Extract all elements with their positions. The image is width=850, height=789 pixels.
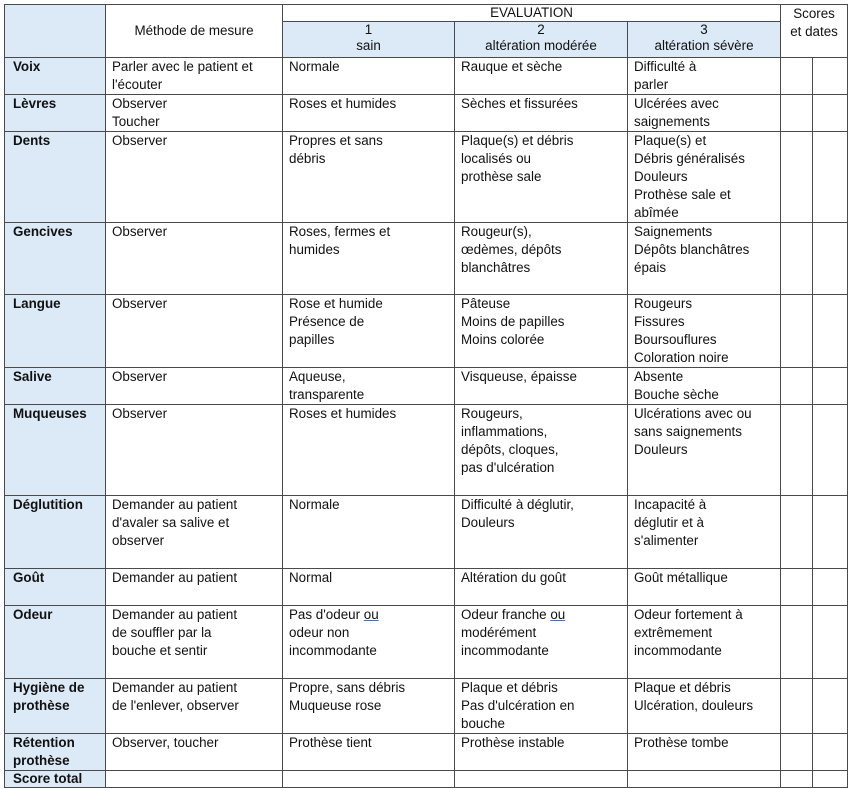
level-1-cell: Roses et humides	[283, 405, 455, 496]
level-2-header	[455, 22, 628, 58]
row-label: Lèvres	[5, 95, 106, 132]
table-row	[5, 368, 848, 405]
method-cell: Observer	[106, 295, 283, 368]
level-2-text-a: Odeur franche	[461, 607, 551, 622]
score-cell[interactable]	[781, 734, 813, 771]
level-3-cell: Incapacité à déglutir et à s'alimenter	[628, 496, 781, 569]
row-label: Déglutition	[5, 496, 106, 569]
level-1-cell: Normale	[283, 496, 455, 569]
row-label: Langue	[5, 295, 106, 368]
date-cell[interactable]	[813, 295, 848, 368]
table-row	[5, 606, 848, 679]
level-2-cell: Plaque(s) et débris localisés ou prothèse sale	[455, 132, 628, 223]
level-1-cell: Propre, sans débris Muqueuse rose	[283, 679, 455, 734]
level-2-cell: Plaque et débris Pas d'ulcération en bouche	[455, 679, 628, 734]
table-row	[5, 679, 848, 734]
level-3-cell: Saignements Dépôts blanchâtres épais	[628, 223, 781, 295]
level-2-number: 2	[537, 22, 545, 37]
score-cell[interactable]	[781, 223, 813, 295]
date-cell[interactable]	[813, 223, 848, 295]
score-cell[interactable]	[781, 606, 813, 679]
oral-assessment-table	[4, 4, 848, 788]
row-label: Rétention prothèse	[5, 734, 106, 771]
row-label: Dents	[5, 132, 106, 223]
level-3-cell: Goût métallique	[628, 569, 781, 606]
table-row	[5, 405, 848, 496]
level-1-cell: Aqueuse, transparente	[283, 368, 455, 405]
underlined-ou: ou	[550, 607, 566, 622]
level-1-text-b: odeur non incommodante	[289, 625, 377, 658]
level-3-number: 3	[700, 22, 708, 37]
method-cell: Observer, toucher	[106, 734, 283, 771]
evaluation-header: EVALUATION	[283, 5, 781, 22]
score-cell[interactable]	[781, 679, 813, 734]
underlined-ou: ou	[363, 607, 379, 622]
table-row	[5, 132, 848, 223]
level-2-cell: Pâteuse Moins de papilles Moins colorée	[455, 295, 628, 368]
row-label: Goût	[5, 569, 106, 606]
level-2-cell: Rougeur(s), œdèmes, dépôts blanchâtres	[455, 223, 628, 295]
total-method-cell	[106, 771, 283, 788]
method-cell: Observer	[106, 132, 283, 223]
method-cell: Demander au patient de l'enlever, observer	[106, 679, 283, 734]
score-cell[interactable]	[781, 405, 813, 496]
date-cell[interactable]	[813, 679, 848, 734]
total-score-cell[interactable]	[781, 771, 813, 788]
method-cell: Observer	[106, 223, 283, 295]
level-3-cell: Difficulté à parler	[628, 58, 781, 95]
level-3-cell: Plaque et débris Ulcération, douleurs	[628, 679, 781, 734]
table-row	[5, 58, 848, 95]
level-3-cell: Ulcérations avec ou sans saignements Douleurs	[628, 405, 781, 496]
level-3-cell: Prothèse tombe	[628, 734, 781, 771]
date-cell[interactable]	[813, 58, 848, 95]
row-label: Voix	[5, 58, 106, 95]
level-2-cell: Sèches et fissurées	[455, 95, 628, 132]
level-3-header	[628, 22, 781, 58]
method-cell: Observer	[106, 405, 283, 496]
table-row	[5, 734, 848, 771]
level-1-header	[283, 22, 455, 58]
level-3-cell: Rougeurs Fissures Boursouflures Coloration noire	[628, 295, 781, 368]
level-2-label: altération modérée	[485, 38, 597, 53]
level-1-label: sain	[356, 38, 381, 53]
method-cell: Demander au patient de souffler par la bouche et sentir	[106, 606, 283, 679]
table-row	[5, 569, 848, 606]
score-cell[interactable]	[781, 295, 813, 368]
row-label: Salive	[5, 368, 106, 405]
date-cell[interactable]	[813, 734, 848, 771]
total-date-cell[interactable]	[813, 771, 848, 788]
level-1-cell	[283, 606, 455, 679]
table-row	[5, 223, 848, 295]
level-1-cell: Propres et sans débris	[283, 132, 455, 223]
level-1-text-a: Pas d'odeur	[289, 607, 364, 622]
total-level-1-cell	[283, 771, 455, 788]
total-level-3-cell	[628, 771, 781, 788]
row-label: Muqueuses	[5, 405, 106, 496]
score-cell[interactable]	[781, 569, 813, 606]
total-level-2-cell	[455, 771, 628, 788]
date-cell[interactable]	[813, 405, 848, 496]
level-2-cell: Rauque et sèche	[455, 58, 628, 95]
method-cell: Parler avec le patient et l'écouter	[106, 58, 283, 95]
method-cell: Observer	[106, 368, 283, 405]
level-3-cell: Plaque(s) et Débris généralisés Douleurs Prothèse sale et abîmée	[628, 132, 781, 223]
date-cell[interactable]	[813, 496, 848, 569]
table-row	[5, 95, 848, 132]
level-3-cell: Ulcérées avec saignements	[628, 95, 781, 132]
level-1-cell: Rose et humide Présence de papilles	[283, 295, 455, 368]
level-3-cell: Odeur fortement à extrêmement incommodante	[628, 606, 781, 679]
level-2-cell: Visqueuse, épaisse	[455, 368, 628, 405]
level-2-cell: Altération du goût	[455, 569, 628, 606]
date-cell[interactable]	[813, 569, 848, 606]
row-label: Hygiène de prothèse	[5, 679, 106, 734]
level-1-cell: Prothèse tient	[283, 734, 455, 771]
method-header: Méthode de mesure	[106, 5, 283, 58]
level-1-cell: Normale	[283, 58, 455, 95]
date-cell[interactable]	[813, 132, 848, 223]
row-label: Odeur	[5, 606, 106, 679]
level-1-cell: Roses, fermes et humides	[283, 223, 455, 295]
level-1-number: 1	[364, 22, 373, 37]
level-3-cell: Absente Bouche sèche	[628, 368, 781, 405]
score-cell[interactable]	[781, 58, 813, 95]
score-cell[interactable]	[781, 496, 813, 569]
score-cell[interactable]	[781, 132, 813, 223]
level-1-cell: Roses et humides	[283, 95, 455, 132]
level-2-cell: Rougeurs, inflammations, dépôts, cloques, pas d'ulcération	[455, 405, 628, 496]
corner-cell	[5, 5, 106, 58]
level-2-cell: Difficulté à déglutir, Douleurs	[455, 496, 628, 569]
row-label: Gencives	[5, 223, 106, 295]
level-1-cell: Normal	[283, 569, 455, 606]
score-cell[interactable]	[781, 95, 813, 132]
score-cell[interactable]	[781, 368, 813, 405]
level-2-cell	[455, 606, 628, 679]
date-cell[interactable]	[813, 606, 848, 679]
method-cell: Observer Toucher	[106, 95, 283, 132]
level-2-cell: Prothèse instable	[455, 734, 628, 771]
table-row	[5, 496, 848, 569]
method-cell: Demander au patient d'avaler sa salive et observer	[106, 496, 283, 569]
date-cell[interactable]	[813, 95, 848, 132]
level-3-label: altération sévère	[654, 38, 754, 53]
total-row	[5, 771, 848, 788]
date-cell[interactable]	[813, 368, 848, 405]
level-2-text-b: modérément incommodante	[461, 625, 549, 658]
table-row	[5, 295, 848, 368]
scores-dates-header: Scores et dates	[781, 5, 848, 58]
score-total-label: Score total	[5, 771, 106, 788]
method-cell: Demander au patient	[106, 569, 283, 606]
